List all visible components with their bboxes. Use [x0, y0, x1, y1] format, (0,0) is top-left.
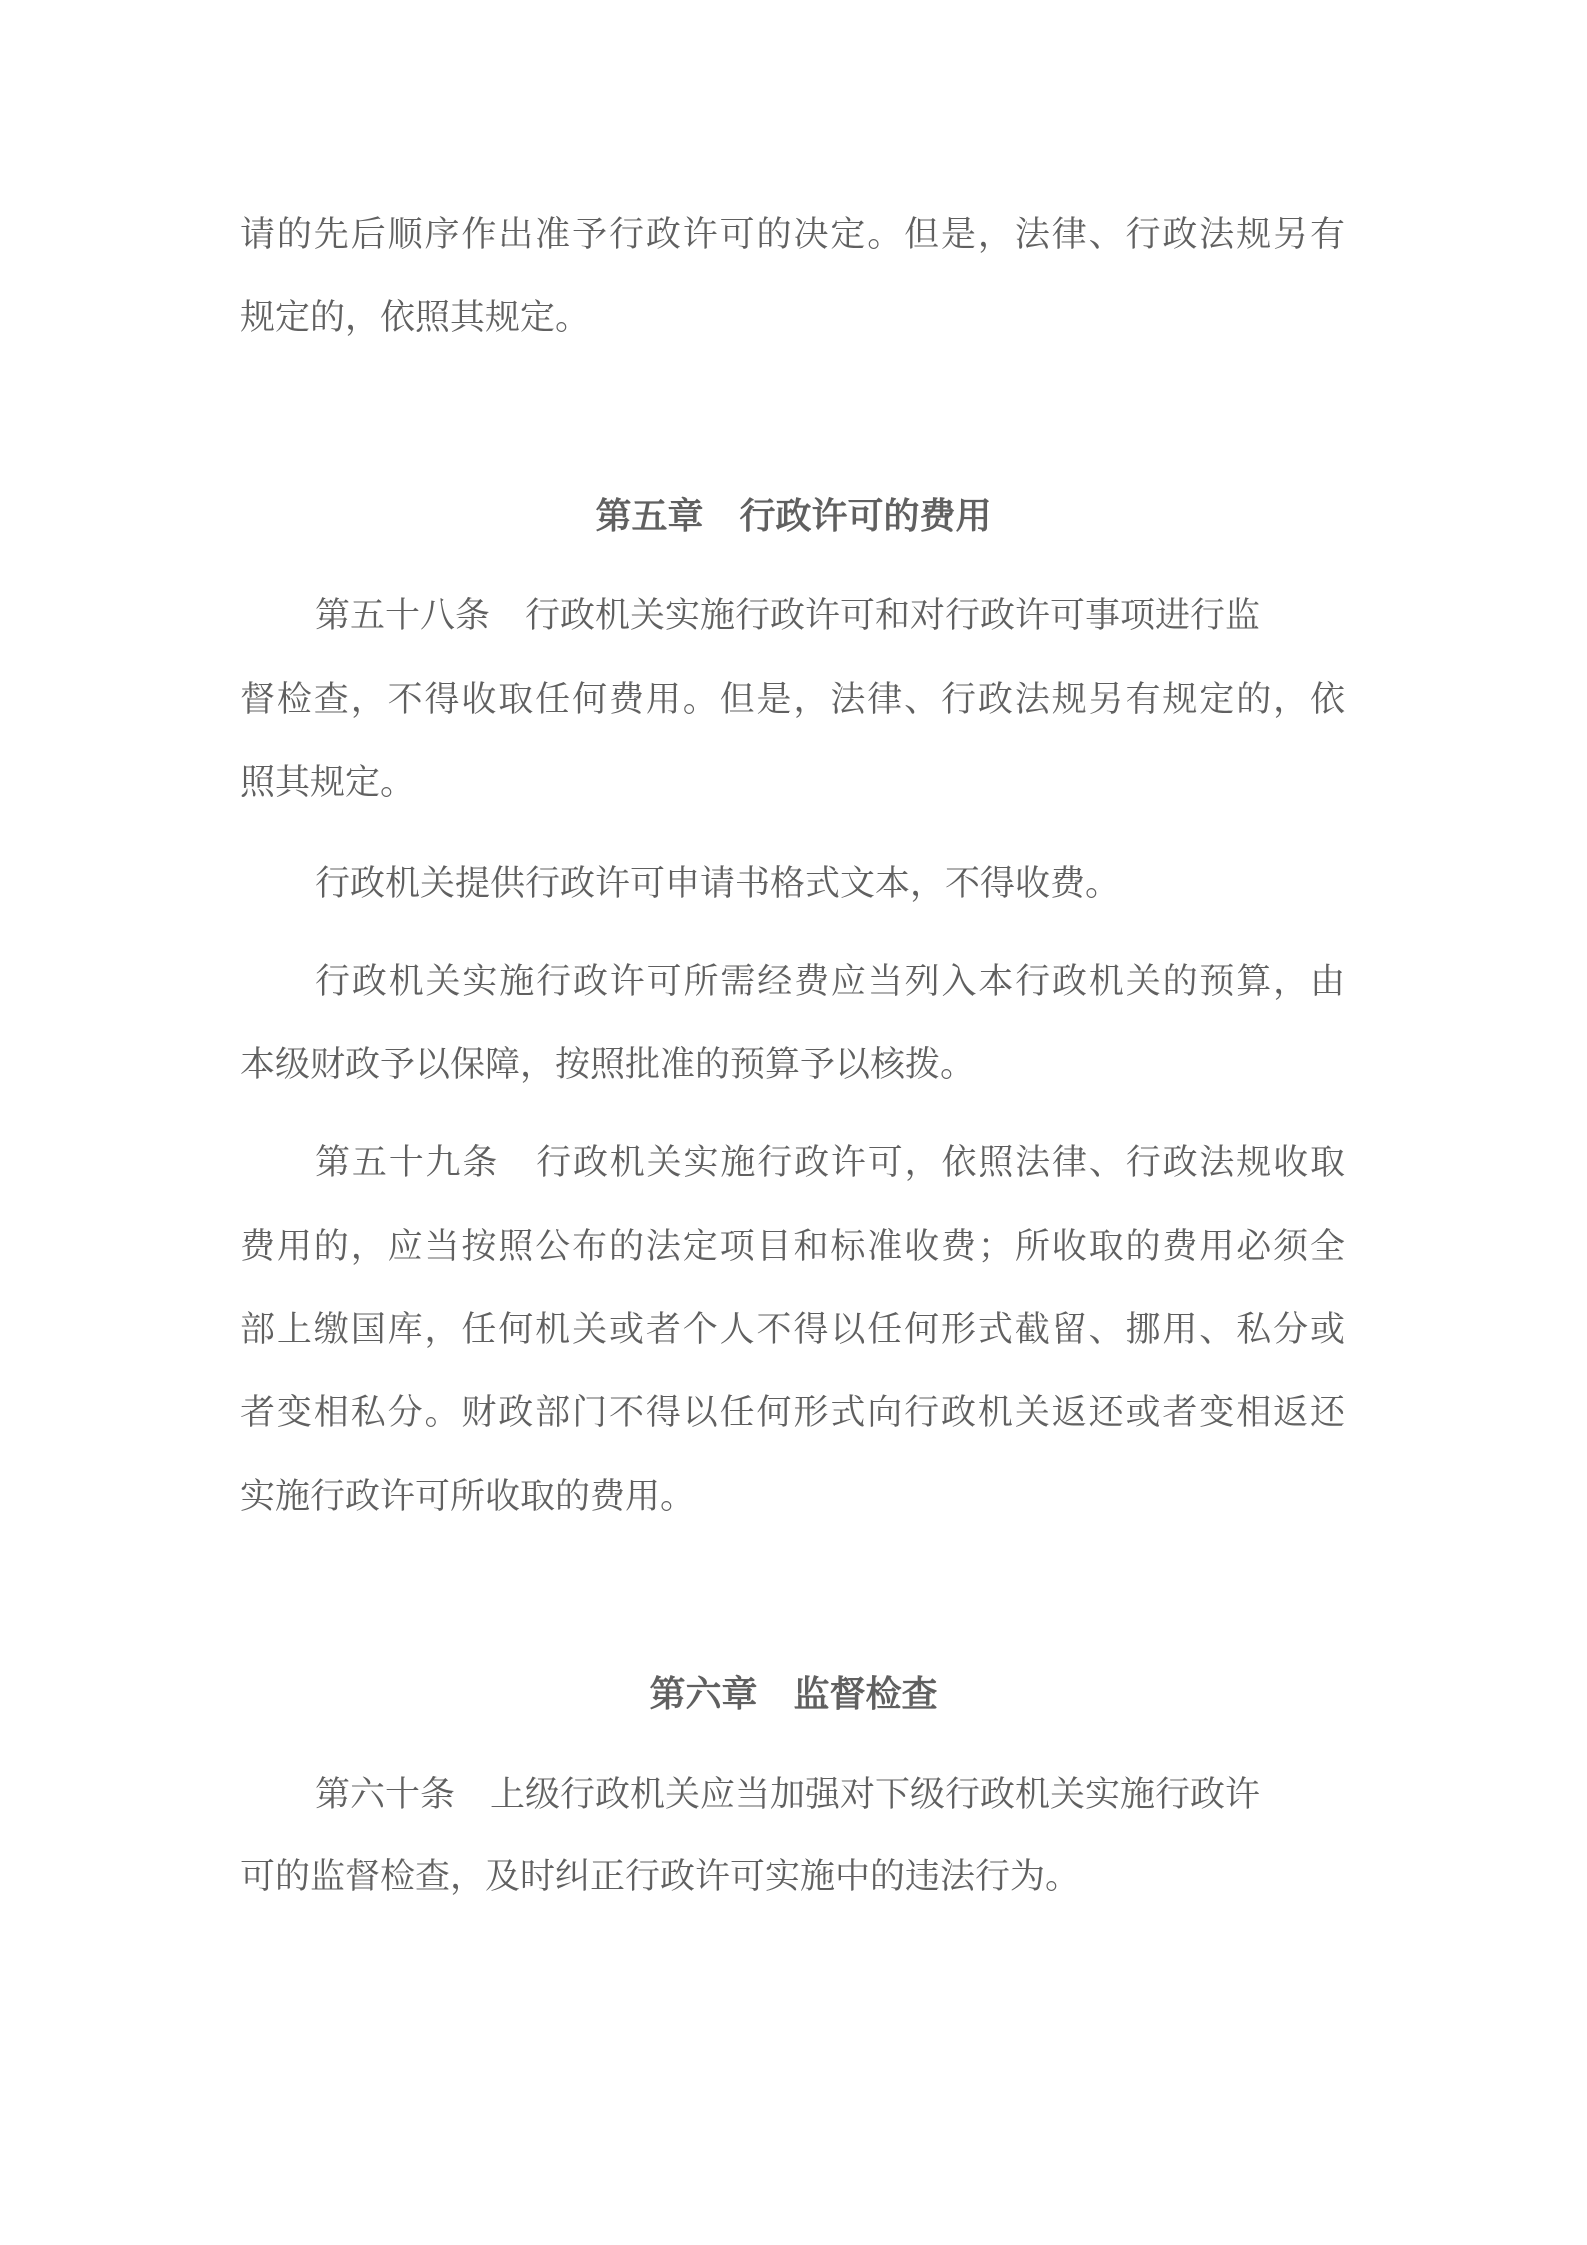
- article-text-line: 者变相私分。财政部门不得以任何形式向行政机关返还或者变相返还: [240, 1393, 1345, 1433]
- article-text-line: 照其规定。: [240, 763, 416, 803]
- article-text-line: 费用的，应当按照公布的法定项目和标准收费；所收取的费用必须全: [240, 1227, 1345, 1267]
- chapter-heading: 第六章 监督检查: [649, 1674, 938, 1715]
- article-text-line: 第五十九条 行政机关实施行政许可，依照法律、行政法规收取: [315, 1143, 1345, 1183]
- paragraph-text-line: 行政机关实施行政许可所需经费应当列入本行政机关的预算，由: [315, 962, 1345, 1002]
- article-text-line: 部上缴国库，任何机关或者个人不得以任何形式截留、挪用、私分或: [240, 1310, 1345, 1350]
- chapter-heading: 第五章 行政许可的费用: [595, 496, 992, 537]
- paragraph-text-line: 本级财政予以保障，按照批准的预算予以核拨。: [240, 1045, 976, 1085]
- article-text-line: 第五十八条 行政机关实施行政许可和对行政许可事项进行监: [315, 596, 1261, 636]
- article-text-line: 实施行政许可所收取的费用。: [240, 1477, 696, 1517]
- article-text-line: 督检查，不得收取任何费用。但是，法律、行政法规另有规定的，依: [240, 680, 1345, 720]
- article-text-line: 第六十条 上级行政机关应当加强对下级行政机关实施行政许: [315, 1775, 1261, 1815]
- body-text-line: 请的先后顺序作出准予行政许可的决定。但是，法律、行政法规另有: [240, 215, 1345, 255]
- article-text-line: 可的监督检查，及时纠正行政许可实施中的违法行为。: [240, 1857, 1081, 1897]
- body-text-line: 规定的，依照其规定。: [240, 298, 591, 338]
- paragraph-text-line: 行政机关提供行政许可申请书格式文本，不得收费。: [315, 864, 1121, 904]
